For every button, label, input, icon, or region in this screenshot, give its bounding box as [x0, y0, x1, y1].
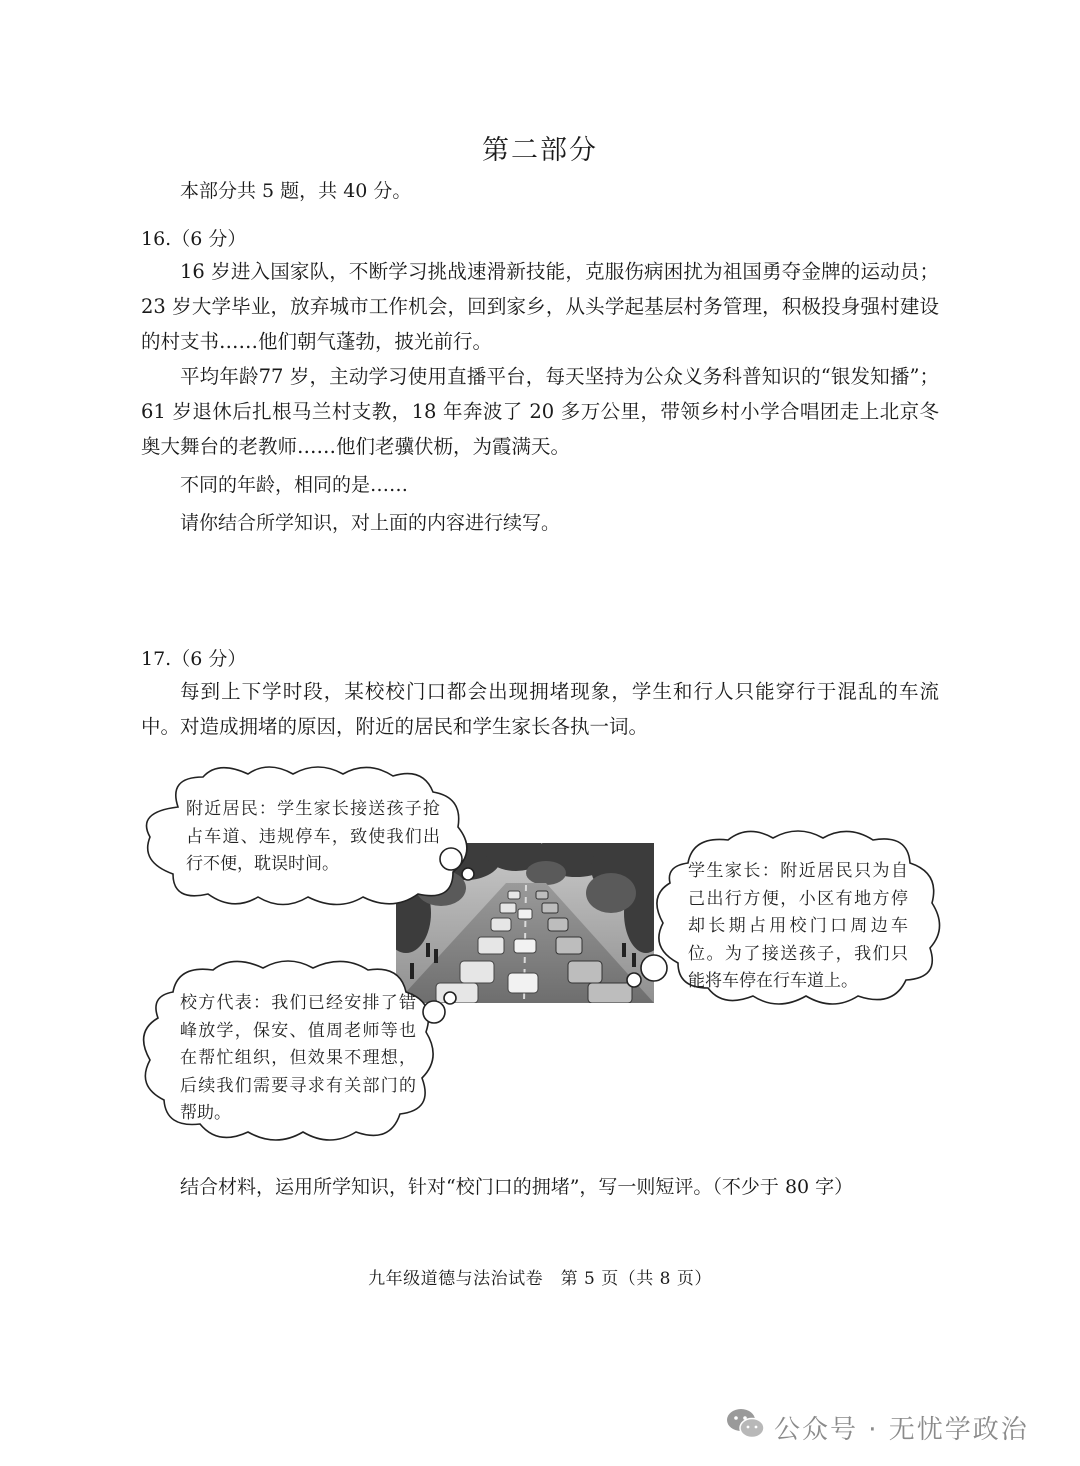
wechat-icon: [726, 1407, 766, 1448]
watermark-text: 公众号 · 无忧学政治: [774, 1414, 1029, 1445]
q16-paragraph-1: 16 岁进入国家队，不断学习挑战速滑新技能，克服伤病困扰为祖国勇夺金牌的运动员；23 岁大学毕业，放弃城市工作机会，回到家乡，从头学起基层村务管理，积极投身强村建设的村支书……他们朝气蓬勃，披光前行。: [141, 260, 939, 353]
q16-paragraph-2: 平均年龄77 岁，主动学习使用直播平台，每天坚持为公众义务科普知识的“银发知播”；61 岁退休后扎根马兰村支教，18 年奔波了 20 多万公里，带领乡村小学合唱团走上北京冬奥大舞台的老教师……他们老骥伏枥，为霞满天。: [141, 365, 939, 458]
page-footer: 九年级道德与法治试卷 第 5 页（共 8 页）: [368, 1269, 712, 1289]
parent-bubble-text: 学生家长：附近居民只为自己出行方便，小区有地方停却长期占用校门口周边车位。为了接送孩子，我们只能将车停在行车道上。: [688, 861, 908, 991]
resident-bubble-text: 附近居民：学生家长接送孩子抢占车道、违规停车，致使我们出行不便，耽误时间。: [186, 799, 440, 874]
school-bubble-text: 校方代表：我们已经安排了错峰放学，保安、值周老师等也在帮忙组织，但效果不理想，后续我们需要寻求有关部门的帮助。: [180, 993, 416, 1123]
q16-paragraph-3: 不同的年龄，相同的是……: [180, 474, 409, 496]
school-speech-bubble: [138, 960, 440, 1146]
q16-number: 16.（6 分）: [141, 228, 247, 250]
parent-speech-bubble: [648, 828, 940, 1010]
section-title: 第二部分: [482, 135, 598, 166]
watermark: [726, 1404, 1029, 1450]
q17-paragraph-1: 每到上下学时段，某校校门口都会出现拥堵现象，学生和行人只能穿行于混乱的车流中。对造成拥堵的原因，附近的居民和学生家长各执一词。: [141, 680, 939, 738]
q17-number: 17.（6 分）: [141, 648, 247, 670]
resident-speech-bubble: [138, 762, 468, 912]
q17-task: 结合材料，运用所学知识，针对“校门口的拥堵”，写一则短评。（不少于 80 字）: [180, 1176, 854, 1198]
q16-paragraph-4: 请你结合所学知识，对上面的内容进行续写。: [180, 512, 561, 534]
section-intro: 本部分共 5 题，共 40 分。: [180, 180, 412, 202]
